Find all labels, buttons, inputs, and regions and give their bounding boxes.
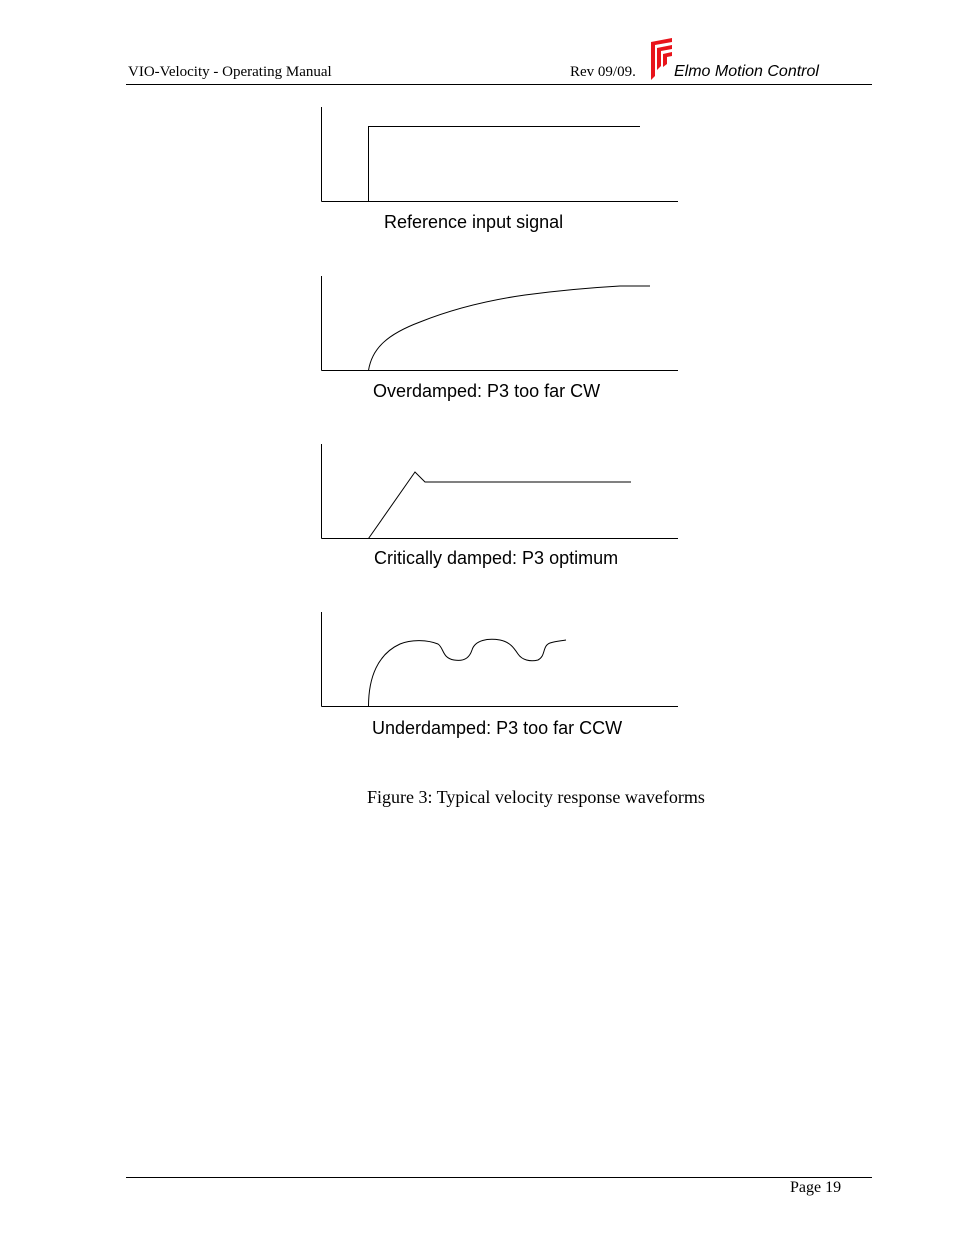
footer-divider xyxy=(126,1177,872,1178)
waveform-reference xyxy=(320,107,680,203)
waveform-caption: Overdamped: P3 too far CW xyxy=(373,381,601,401)
company-name: Elmo Motion Control xyxy=(674,63,819,80)
header-divider xyxy=(126,84,872,85)
elmo-logo-icon xyxy=(648,36,674,80)
elmo-logo-icon-svg xyxy=(648,36,674,80)
logo-stripe-back xyxy=(651,38,672,80)
logo-stripe-front xyxy=(663,52,672,67)
critically-damped-curve xyxy=(369,472,632,539)
figure-caption: Figure 3: Typical velocity response waveforms xyxy=(367,787,705,807)
waveform-critically-damped xyxy=(320,444,680,540)
document-title: VIO-Velocity - Operating Manual xyxy=(128,64,332,80)
waveform-underdamped xyxy=(320,612,680,708)
underdamped-curve xyxy=(369,639,567,706)
waveform-caption: Underdamped: P3 too far CCW xyxy=(372,718,623,738)
waveform-overdamped xyxy=(320,276,680,372)
overdamped-curve xyxy=(369,286,651,371)
waveform-caption: Reference input signal xyxy=(384,212,564,232)
page-number: Page 19 xyxy=(790,1179,842,1196)
reference-step-curve xyxy=(369,127,641,202)
revision-label: Rev 09/09. xyxy=(570,64,636,80)
waveform-caption: Critically damped: P3 optimum xyxy=(374,548,619,568)
